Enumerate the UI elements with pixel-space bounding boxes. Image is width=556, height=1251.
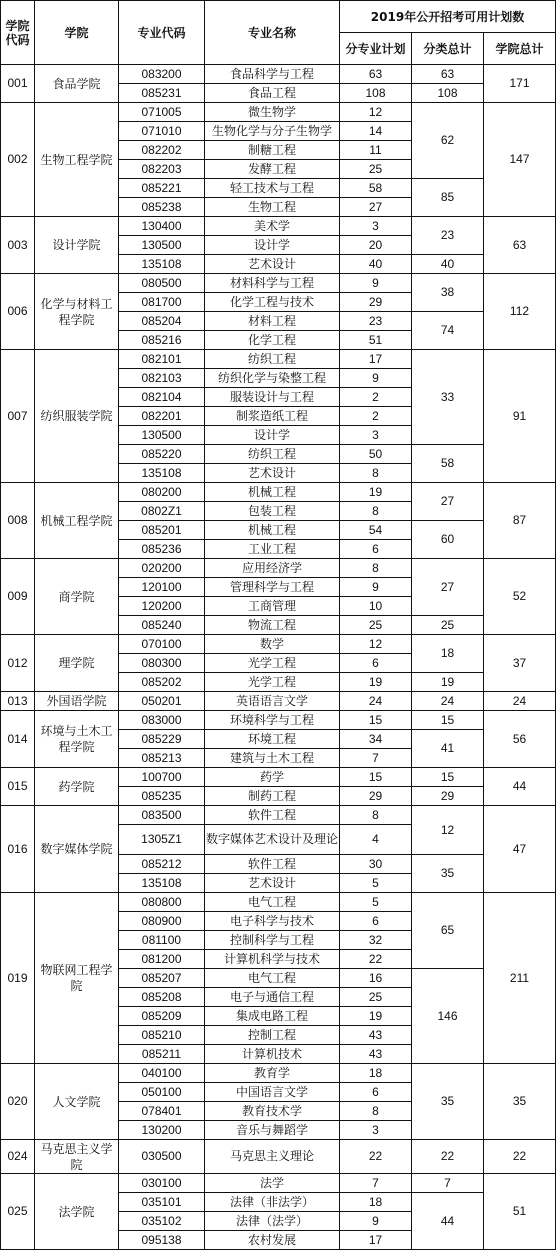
college-code-cell: 020	[1, 1064, 35, 1140]
college-total-cell: 22	[484, 1140, 556, 1174]
college-code-cell: 024	[1, 1140, 35, 1174]
major-code-cell: 085210	[119, 1026, 205, 1045]
major-code-cell: 085209	[119, 1007, 205, 1026]
major-name-cell: 电气工程	[205, 893, 340, 912]
table-row	[1, 692, 556, 711]
major-code-cell: 081200	[119, 950, 205, 969]
major-code-cell: 135108	[119, 255, 205, 274]
major-plan-cell: 2	[340, 388, 412, 407]
college-code-cell: 014	[1, 711, 35, 768]
category-total-cell: 108	[412, 84, 484, 103]
major-plan-cell: 12	[340, 103, 412, 122]
college-name-cell: 马克思主义学院	[35, 1140, 119, 1174]
major-plan-cell: 18	[340, 1064, 412, 1083]
college-total-cell: 37	[484, 635, 556, 692]
major-name-cell: 控制工程	[205, 1026, 340, 1045]
major-code-cell: 130500	[119, 426, 205, 445]
major-name-cell: 软件工程	[205, 855, 340, 874]
major-name-cell: 管理科学与工程	[205, 578, 340, 597]
major-code-cell: 080900	[119, 912, 205, 931]
category-total-cell: 27	[412, 559, 484, 616]
major-code-cell: 130400	[119, 217, 205, 236]
college-code-cell: 006	[1, 274, 35, 350]
major-name-cell: 艺术设计	[205, 464, 340, 483]
major-plan-cell: 51	[340, 331, 412, 350]
major-plan-cell: 32	[340, 931, 412, 950]
major-code-cell: 085208	[119, 988, 205, 1007]
category-total-cell: 23	[412, 217, 484, 255]
major-code-cell: 080200	[119, 483, 205, 502]
major-name-cell: 设计学	[205, 236, 340, 255]
major-name-cell: 教育学	[205, 1064, 340, 1083]
major-plan-cell: 29	[340, 787, 412, 806]
category-total-cell: 15	[412, 711, 484, 730]
major-plan-cell: 6	[340, 540, 412, 559]
major-plan-cell: 24	[340, 692, 412, 711]
major-name-cell: 环境科学与工程	[205, 711, 340, 730]
major-plan-cell: 3	[340, 1121, 412, 1140]
category-total-cell: 27	[412, 483, 484, 521]
college-code-cell: 012	[1, 635, 35, 692]
major-plan-cell: 18	[340, 1193, 412, 1212]
major-code-cell: 120100	[119, 578, 205, 597]
major-code-cell: 030100	[119, 1174, 205, 1193]
college-name-cell: 机械工程学院	[35, 483, 119, 559]
major-code-cell: 082203	[119, 160, 205, 179]
major-name-cell: 工商管理	[205, 597, 340, 616]
table-row	[1, 350, 556, 369]
major-plan-cell: 19	[340, 483, 412, 502]
college-name-cell: 食品学院	[35, 65, 119, 103]
college-name-cell: 生物工程学院	[35, 103, 119, 217]
major-name-cell: 法学	[205, 1174, 340, 1193]
major-plan-cell: 5	[340, 874, 412, 893]
major-name-cell: 电子科学与技术	[205, 912, 340, 931]
category-total-cell: 74	[412, 312, 484, 350]
major-plan-cell: 30	[340, 855, 412, 874]
major-name-cell: 物流工程	[205, 616, 340, 635]
college-total-cell: 211	[484, 893, 556, 1064]
major-code-cell: 071005	[119, 103, 205, 122]
category-total-cell: 25	[412, 616, 484, 635]
major-plan-cell: 29	[340, 293, 412, 312]
major-plan-cell: 16	[340, 969, 412, 988]
major-name-cell: 音乐与舞蹈学	[205, 1121, 340, 1140]
header-college-total: 学院总计	[484, 33, 556, 65]
major-code-cell: 083200	[119, 65, 205, 84]
major-code-cell: 085236	[119, 540, 205, 559]
category-total-cell: 65	[412, 893, 484, 969]
major-plan-cell: 34	[340, 730, 412, 749]
college-name-cell: 法学院	[35, 1174, 119, 1250]
category-total-cell: 60	[412, 521, 484, 559]
major-name-cell: 机械工程	[205, 521, 340, 540]
major-code-cell: 135108	[119, 874, 205, 893]
category-total-cell: 29	[412, 787, 484, 806]
major-plan-cell: 27	[340, 198, 412, 217]
category-total-cell: 22	[412, 1140, 484, 1174]
table-row	[1, 217, 556, 236]
major-plan-cell: 8	[340, 464, 412, 483]
major-name-cell: 材料工程	[205, 312, 340, 331]
major-name-cell: 电子与通信工程	[205, 988, 340, 1007]
major-name-cell: 纺织工程	[205, 350, 340, 369]
major-code-cell: 081100	[119, 931, 205, 950]
major-plan-cell: 7	[340, 1174, 412, 1193]
major-plan-cell: 9	[340, 1212, 412, 1231]
major-name-cell: 艺术设计	[205, 874, 340, 893]
category-total-cell: 38	[412, 274, 484, 312]
category-total-cell: 41	[412, 730, 484, 768]
major-name-cell: 电气工程	[205, 969, 340, 988]
category-total-cell: 44	[412, 1193, 484, 1250]
major-plan-cell: 14	[340, 122, 412, 141]
major-code-cell: 081700	[119, 293, 205, 312]
major-code-cell: 085216	[119, 331, 205, 350]
major-plan-cell: 9	[340, 369, 412, 388]
major-plan-cell: 15	[340, 711, 412, 730]
major-code-cell: 080800	[119, 893, 205, 912]
major-code-cell: 080300	[119, 654, 205, 673]
major-code-cell: 085221	[119, 179, 205, 198]
major-plan-cell: 8	[340, 1102, 412, 1121]
major-name-cell: 光学工程	[205, 654, 340, 673]
major-name-cell: 计算机技术	[205, 1045, 340, 1064]
college-total-cell: 91	[484, 350, 556, 483]
major-plan-cell: 43	[340, 1045, 412, 1064]
header-major-name: 专业名称	[205, 1, 340, 65]
category-total-cell: 12	[412, 806, 484, 855]
major-name-cell: 制浆造纸工程	[205, 407, 340, 426]
college-name-cell: 药学院	[35, 768, 119, 806]
major-code-cell: 050100	[119, 1083, 205, 1102]
college-total-cell: 24	[484, 692, 556, 711]
college-total-cell: 171	[484, 65, 556, 103]
major-plan-cell: 50	[340, 445, 412, 464]
major-name-cell: 控制科学与工程	[205, 931, 340, 950]
major-name-cell: 教育技术学	[205, 1102, 340, 1121]
table-header	[1, 1, 556, 65]
college-code-cell: 009	[1, 559, 35, 635]
college-total-cell: 56	[484, 711, 556, 768]
college-name-cell: 物联网工程学院	[35, 893, 119, 1064]
college-name-cell: 商学院	[35, 559, 119, 635]
college-total-cell: 51	[484, 1174, 556, 1250]
major-name-cell: 化学工程与技术	[205, 293, 340, 312]
category-total-cell: 146	[412, 969, 484, 1064]
major-plan-cell: 20	[340, 236, 412, 255]
major-name-cell: 法律（法学）	[205, 1212, 340, 1231]
category-total-cell: 35	[412, 1064, 484, 1140]
major-code-cell: 085240	[119, 616, 205, 635]
major-plan-cell: 15	[340, 768, 412, 787]
major-name-cell: 计算机科学与技术	[205, 950, 340, 969]
category-total-cell: 85	[412, 179, 484, 217]
major-plan-cell: 10	[340, 597, 412, 616]
major-plan-cell: 3	[340, 217, 412, 236]
major-code-cell: 083000	[119, 711, 205, 730]
major-code-cell: 071010	[119, 122, 205, 141]
table-row	[1, 483, 556, 502]
table-row	[1, 274, 556, 293]
table-row	[1, 1174, 556, 1193]
major-name-cell: 工业工程	[205, 540, 340, 559]
major-code-cell: 082201	[119, 407, 205, 426]
college-total-cell: 63	[484, 217, 556, 274]
header-per-major: 分专业计划	[340, 33, 412, 65]
college-code-cell: 015	[1, 768, 35, 806]
major-name-cell: 中国语言文学	[205, 1083, 340, 1102]
major-name-cell: 应用经济学	[205, 559, 340, 578]
major-name-cell: 生物工程	[205, 198, 340, 217]
table-body	[1, 65, 556, 1250]
major-plan-cell: 2	[340, 407, 412, 426]
major-name-cell: 轻工技术与工程	[205, 179, 340, 198]
table-row	[1, 559, 556, 578]
table-row	[1, 1140, 556, 1174]
table-row	[1, 635, 556, 654]
major-code-cell: 085201	[119, 521, 205, 540]
table-row	[1, 711, 556, 730]
major-name-cell: 包装工程	[205, 502, 340, 521]
major-code-cell: 040100	[119, 1064, 205, 1083]
major-plan-cell: 54	[340, 521, 412, 540]
major-code-cell: 1305Z1	[119, 825, 205, 855]
major-plan-cell: 8	[340, 559, 412, 578]
major-plan-cell: 6	[340, 1083, 412, 1102]
major-code-cell: 135108	[119, 464, 205, 483]
college-total-cell: 112	[484, 274, 556, 350]
major-name-cell: 机械工程	[205, 483, 340, 502]
major-code-cell: 082101	[119, 350, 205, 369]
major-name-cell: 生物化学与分子生物学	[205, 122, 340, 141]
major-name-cell: 美术学	[205, 217, 340, 236]
college-name-cell: 人文学院	[35, 1064, 119, 1140]
college-name-cell: 化学与材料工程学院	[35, 274, 119, 350]
major-plan-cell: 22	[340, 950, 412, 969]
major-plan-cell: 25	[340, 160, 412, 179]
major-plan-cell: 63	[340, 65, 412, 84]
table-row	[1, 768, 556, 787]
major-code-cell: 085212	[119, 855, 205, 874]
major-code-cell: 035101	[119, 1193, 205, 1212]
major-code-cell: 085220	[119, 445, 205, 464]
major-plan-cell: 19	[340, 673, 412, 692]
major-code-cell: 085238	[119, 198, 205, 217]
major-code-cell: 0802Z1	[119, 502, 205, 521]
category-total-cell: 33	[412, 350, 484, 445]
major-name-cell: 集成电路工程	[205, 1007, 340, 1026]
major-name-cell: 药学	[205, 768, 340, 787]
college-code-cell: 003	[1, 217, 35, 274]
category-total-cell: 15	[412, 768, 484, 787]
college-code-cell: 008	[1, 483, 35, 559]
major-code-cell: 120200	[119, 597, 205, 616]
major-plan-cell: 25	[340, 616, 412, 635]
major-name-cell: 制糖工程	[205, 141, 340, 160]
college-name-cell: 设计学院	[35, 217, 119, 274]
major-code-cell: 130200	[119, 1121, 205, 1140]
college-name-cell: 数字媒体学院	[35, 806, 119, 893]
college-name-cell: 纺织服装学院	[35, 350, 119, 483]
major-code-cell: 070100	[119, 635, 205, 654]
category-total-cell: 35	[412, 855, 484, 893]
college-name-cell: 外国语学院	[35, 692, 119, 711]
major-plan-cell: 3	[340, 426, 412, 445]
college-total-cell: 35	[484, 1064, 556, 1140]
major-name-cell: 农村发展	[205, 1231, 340, 1250]
major-name-cell: 艺术设计	[205, 255, 340, 274]
category-total-cell: 18	[412, 635, 484, 673]
category-total-cell: 62	[412, 103, 484, 179]
major-code-cell: 130500	[119, 236, 205, 255]
major-name-cell: 纺织化学与染整工程	[205, 369, 340, 388]
table-row	[1, 806, 556, 825]
college-code-cell: 001	[1, 65, 35, 103]
major-name-cell: 环境工程	[205, 730, 340, 749]
major-plan-cell: 40	[340, 255, 412, 274]
table-row	[1, 65, 556, 84]
major-code-cell: 085207	[119, 969, 205, 988]
major-name-cell: 建筑与土木工程	[205, 749, 340, 768]
major-plan-cell: 17	[340, 1231, 412, 1250]
major-name-cell: 设计学	[205, 426, 340, 445]
category-total-cell: 7	[412, 1174, 484, 1193]
major-plan-cell: 22	[340, 1140, 412, 1174]
header-college-code: 学院代码	[1, 1, 35, 65]
college-code-cell: 002	[1, 103, 35, 217]
major-plan-cell: 19	[340, 1007, 412, 1026]
major-name-cell: 光学工程	[205, 673, 340, 692]
major-name-cell: 发酵工程	[205, 160, 340, 179]
major-code-cell: 030500	[119, 1140, 205, 1174]
major-plan-cell: 43	[340, 1026, 412, 1045]
category-total-cell: 19	[412, 673, 484, 692]
major-name-cell: 数学	[205, 635, 340, 654]
major-name-cell: 数字媒体艺术设计及理论	[205, 825, 340, 855]
major-name-cell: 服装设计与工程	[205, 388, 340, 407]
college-code-cell: 025	[1, 1174, 35, 1250]
college-total-cell: 52	[484, 559, 556, 635]
major-code-cell: 085213	[119, 749, 205, 768]
college-total-cell: 147	[484, 103, 556, 217]
college-name-cell: 环境与土木工程学院	[35, 711, 119, 768]
major-code-cell: 082104	[119, 388, 205, 407]
major-code-cell: 085235	[119, 787, 205, 806]
major-name-cell: 材料科学与工程	[205, 274, 340, 293]
major-name-cell: 法律（非法学）	[205, 1193, 340, 1212]
major-code-cell: 095138	[119, 1231, 205, 1250]
major-plan-cell: 11	[340, 141, 412, 160]
college-name-cell: 理学院	[35, 635, 119, 692]
major-plan-cell: 8	[340, 502, 412, 521]
major-name-cell: 纺织工程	[205, 445, 340, 464]
table-row	[1, 103, 556, 122]
major-name-cell: 马克思主义理论	[205, 1140, 340, 1174]
header-plan-title: 2019年公开招考可用计划数	[340, 1, 556, 33]
major-plan-cell: 7	[340, 749, 412, 768]
category-total-cell: 40	[412, 255, 484, 274]
major-plan-cell: 9	[340, 578, 412, 597]
major-code-cell: 080500	[119, 274, 205, 293]
major-name-cell: 制药工程	[205, 787, 340, 806]
header-category-total: 分类总计	[412, 33, 484, 65]
college-total-cell: 47	[484, 806, 556, 893]
major-code-cell: 078401	[119, 1102, 205, 1121]
major-code-cell: 020200	[119, 559, 205, 578]
major-code-cell: 085231	[119, 84, 205, 103]
major-name-cell: 微生物学	[205, 103, 340, 122]
major-name-cell: 食品工程	[205, 84, 340, 103]
major-name-cell: 英语语言文学	[205, 692, 340, 711]
table-row	[1, 893, 556, 912]
category-total-cell: 58	[412, 445, 484, 483]
major-code-cell: 082202	[119, 141, 205, 160]
major-code-cell: 100700	[119, 768, 205, 787]
major-code-cell: 035102	[119, 1212, 205, 1231]
major-name-cell: 食品科学与工程	[205, 65, 340, 84]
major-plan-cell: 5	[340, 893, 412, 912]
major-code-cell: 082103	[119, 369, 205, 388]
college-code-cell: 013	[1, 692, 35, 711]
college-total-cell: 44	[484, 768, 556, 806]
major-plan-cell: 9	[340, 274, 412, 293]
major-plan-cell: 12	[340, 635, 412, 654]
major-plan-cell: 23	[340, 312, 412, 331]
major-plan-cell: 58	[340, 179, 412, 198]
category-total-cell: 24	[412, 692, 484, 711]
header-major-code: 专业代码	[119, 1, 205, 65]
major-code-cell: 085211	[119, 1045, 205, 1064]
major-plan-cell: 108	[340, 84, 412, 103]
major-code-cell: 085229	[119, 730, 205, 749]
major-code-cell: 085204	[119, 312, 205, 331]
major-plan-cell: 4	[340, 825, 412, 855]
major-plan-cell: 8	[340, 806, 412, 825]
major-plan-cell: 6	[340, 654, 412, 673]
major-plan-cell: 17	[340, 350, 412, 369]
major-plan-cell: 6	[340, 912, 412, 931]
table-row	[1, 1064, 556, 1083]
major-code-cell: 050201	[119, 692, 205, 711]
major-code-cell: 085202	[119, 673, 205, 692]
college-code-cell: 019	[1, 893, 35, 1064]
major-name-cell: 软件工程	[205, 806, 340, 825]
college-code-cell: 016	[1, 806, 35, 893]
major-name-cell: 化学工程	[205, 331, 340, 350]
category-total-cell: 63	[412, 65, 484, 84]
major-code-cell: 083500	[119, 806, 205, 825]
college-code-cell: 007	[1, 350, 35, 483]
header-college: 学院	[35, 1, 119, 65]
college-total-cell: 87	[484, 483, 556, 559]
major-plan-cell: 25	[340, 988, 412, 1007]
